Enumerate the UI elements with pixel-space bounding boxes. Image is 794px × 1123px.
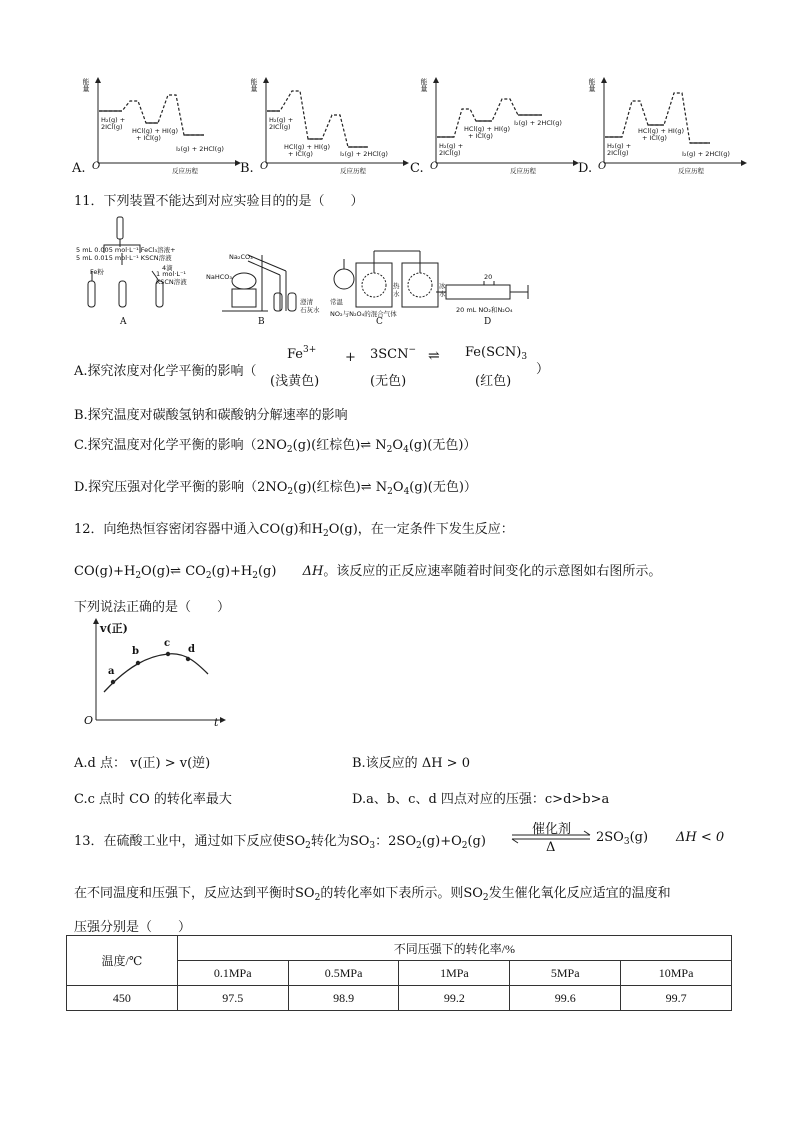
app-c-ice2: 水 — [439, 290, 446, 298]
t-axis-label: t — [214, 716, 219, 729]
energy-diagram-b — [240, 75, 410, 175]
level-2-label-b: + ICl(g) — [136, 134, 161, 142]
plus-sign: + — [345, 350, 356, 365]
text: O — [392, 438, 404, 453]
value-cell: 98.9 — [288, 986, 399, 1011]
level-3-label: I₂(g) + 2HCl(g) — [176, 145, 224, 153]
value-cell: 99.7 — [621, 986, 732, 1011]
level-3-label: I₂(g) + 2HCl(g) — [514, 119, 562, 127]
app-b-lime: 澄清 — [300, 298, 313, 306]
y-axis-label: 能量 — [588, 78, 596, 92]
y-axis-label: 能量 — [420, 78, 428, 92]
q12-option-b[interactable]: B.该反应的 ΔH > 0 — [352, 756, 470, 771]
x-axis-label: 反应历程 — [678, 167, 704, 175]
temp-cell: 450 — [67, 986, 178, 1011]
color-pale-yellow: (浅黄色) — [270, 374, 320, 389]
text: 在不同温度和压强下，反应达到平衡时SO — [74, 886, 315, 901]
level-1-label: H₂(g) + — [269, 116, 294, 124]
app-a-label: A — [120, 317, 127, 327]
sub: 2 — [205, 571, 212, 581]
sub: 2 — [314, 893, 321, 903]
energy-diagram-c — [410, 75, 580, 175]
catalyst-label: 催化剂 — [532, 822, 572, 837]
option-b-letter[interactable]: B. — [240, 161, 254, 176]
value-cell: 99.6 — [510, 986, 621, 1011]
energy-diagram-a — [72, 75, 242, 175]
app-c-ball: 常温 — [330, 298, 343, 306]
sub: 2 — [305, 841, 311, 851]
origin-label: O — [92, 161, 101, 172]
sub: 2 — [461, 841, 468, 851]
text: (g) — [629, 830, 649, 845]
app-a-drops: 4滴 — [162, 264, 173, 272]
q12-rate-graph — [82, 616, 232, 728]
scn-ion: 3SCN — [370, 347, 409, 362]
value-cell: 99.2 — [399, 986, 510, 1011]
sub: 2 — [286, 445, 293, 455]
q12-option-c[interactable]: C.c 点时 CO 的转化率最大 — [74, 792, 232, 807]
app-b-label: B — [258, 317, 265, 327]
level-1-label-b: 2ICl(g) — [439, 149, 461, 157]
energy-diagram-a-svg — [72, 75, 242, 175]
table-row — [67, 986, 732, 1011]
energy-diagram-d-svg — [578, 75, 748, 175]
app-a-solution-1: 5 mL 0.005 mol·L⁻¹ FeCl₃溶液+ — [76, 246, 176, 254]
q13-line3: 压强分别是（ ） — [74, 920, 192, 935]
text: D.探究压强对化学平衡的影响（2NO — [74, 480, 288, 495]
sub: 2 — [287, 487, 294, 497]
text: (g)+H — [211, 564, 253, 579]
pressure-header: 1MPa — [399, 961, 510, 986]
level-1-label-b: 2ICl(g) — [607, 149, 629, 157]
text: (g)(红棕色)⇌ N — [293, 480, 388, 495]
delta-h: ΔH — [302, 564, 324, 579]
label-a: a — [108, 666, 115, 677]
app-b-nahco3: NaHCO₃ — [206, 273, 232, 281]
option-d-letter[interactable]: D. — [578, 161, 593, 176]
q11-eq-fe — [287, 345, 316, 362]
text: (g)+O — [421, 834, 462, 849]
point-c — [166, 652, 170, 656]
q11-option-d[interactable] — [74, 476, 477, 497]
pressure-header: 0.1MPa — [177, 961, 288, 986]
sub: 2 — [386, 445, 393, 455]
level-3-label: I₂(g) + 2HCl(g) — [682, 150, 730, 158]
energy-diagram-b-svg — [240, 75, 410, 175]
app-a-fe-powder: Fe粉 — [90, 268, 104, 276]
level-1-label-b: 2ICl(g) — [269, 123, 291, 131]
color-red: (红色) — [475, 374, 512, 389]
level-2-label-b: + ICl(g) — [468, 132, 493, 140]
level-1-label-b: 2ICl(g) — [101, 123, 123, 131]
label-d: d — [188, 644, 195, 655]
q13-product — [596, 830, 648, 847]
x-axis-label: 反应历程 — [340, 167, 366, 175]
v-axis-label: v(正) — [100, 622, 128, 635]
level-1-label: H₂(g) + — [439, 142, 464, 150]
y-axis-label: 能量 — [82, 78, 90, 92]
pressure-header: 0.5MPa — [288, 961, 399, 986]
x-axis-label: 反应历程 — [172, 167, 198, 175]
sub: 2 — [252, 571, 258, 581]
app-a-solution-2: 5 mL 0.015 mol·L⁻¹ KSCN溶液 — [76, 254, 172, 262]
level-3-label: I₂(g) + 2HCl(g) — [340, 150, 388, 158]
point-b — [136, 661, 140, 665]
q13-delta-h: ΔH < 0 — [676, 830, 725, 845]
q12-stem — [74, 518, 514, 539]
pressure-header: 5MPa — [510, 961, 621, 986]
value-cell: 97.5 — [177, 986, 288, 1011]
heat-label: Δ — [546, 840, 556, 855]
text: 发生催化氧化反应适宜的温度和 — [488, 886, 671, 901]
sub: 2 — [416, 841, 422, 851]
q12-equation — [74, 560, 661, 581]
level-1-label: H₂(g) + — [101, 116, 126, 124]
text: 转化为SO — [310, 834, 370, 849]
app-c-mixture: NO₂与N₂O₄的混合气体 — [330, 310, 397, 318]
app-d-label: D — [484, 317, 492, 327]
text: 的转化率如下表所示。则SO — [320, 886, 483, 901]
product-sub: 3 — [521, 352, 528, 362]
level-1-label: H₂(g) + — [607, 142, 632, 150]
level-2-label: HCl(g) + HI(g) — [464, 125, 511, 133]
scn-charge: − — [408, 345, 417, 355]
catalyst-arrow — [508, 818, 594, 854]
q11-option-b[interactable]: B.探究温度对碳酸氢钠和碳酸钠分解速率的影响 — [74, 408, 348, 423]
level-2-label: HCl(g) + HI(g) — [638, 127, 685, 135]
app-d-scale: 20 — [484, 273, 493, 281]
app-c-ice: 冰 — [439, 282, 446, 290]
text: 12．向绝热恒容密闭容器中通入CO(g)和H — [74, 522, 323, 537]
q12-ask: 下列说法正确的是（ ） — [74, 600, 231, 615]
text: O(g)，在一定条件下发生反应： — [328, 522, 514, 537]
text: O — [392, 480, 404, 495]
q11-option-a[interactable] — [74, 360, 257, 379]
text: (g)(无色)） — [408, 438, 477, 453]
text: O(g)⇌ CO — [141, 564, 206, 579]
fe-charge: 3+ — [303, 345, 317, 355]
q11-eq-scn — [370, 345, 416, 362]
option-c-letter[interactable]: C. — [410, 161, 424, 176]
app-c-label: C — [376, 317, 383, 327]
group-header: 不同压强下的转化率/% — [177, 936, 731, 961]
sub: 4 — [403, 445, 409, 455]
point-d — [186, 657, 190, 661]
equilibrium-arrow: ⇌ — [428, 348, 440, 364]
option-a-letter[interactable]: A. — [72, 161, 86, 176]
level-2-label: HCl(g) + HI(g) — [284, 143, 331, 151]
q11-option-c[interactable] — [74, 434, 476, 455]
origin-label: O — [84, 714, 94, 727]
text: ：2SO — [375, 834, 416, 849]
app-b-lime2: 石灰水 — [300, 306, 320, 314]
x-axis-label: 反应历程 — [510, 167, 536, 175]
sub: 2 — [322, 529, 329, 539]
text: 13．在硫酸工业中，通过如下反应使SO — [74, 834, 306, 849]
origin-label: O — [430, 161, 439, 172]
app-c-hot2: 水 — [393, 290, 400, 298]
app-a-conc: 1 mol·L⁻¹ — [156, 270, 187, 278]
pressure-header: 10MPa — [621, 961, 732, 986]
sub: 4 — [403, 487, 410, 497]
fe-ion: Fe — [287, 347, 304, 362]
sub: 2 — [387, 487, 393, 497]
text: CO(g)+H — [74, 564, 136, 579]
text: C.探究温度对化学平衡的影响（2NO — [74, 438, 287, 453]
energy-diagram-d — [578, 75, 748, 175]
level-2-label-b: + ICl(g) — [288, 150, 313, 158]
sub: 3 — [623, 837, 630, 847]
sub: 3 — [369, 841, 376, 851]
app-b-na2co3: Na₂CO₃ — [229, 253, 253, 261]
text: 2SO — [596, 830, 624, 845]
sub: 2 — [135, 571, 142, 581]
y-axis-label: 能量 — [250, 78, 258, 92]
text: (g) — [467, 834, 486, 849]
text: (g)(无色)） — [409, 480, 477, 495]
label-b: b — [132, 646, 139, 657]
app-d-gas: 20 mL NO₂和N₂O₄ — [456, 306, 513, 314]
product: Fe(SCN) — [465, 345, 522, 360]
app-a-kscn: KSCN溶液 — [156, 278, 187, 286]
q11-apparatus-figure — [74, 215, 534, 335]
q12-option-d[interactable]: D.a、b、c、d 四点对应的压强：c>d>b>a — [352, 792, 610, 807]
temp-header: 温度/℃ — [67, 936, 178, 986]
q13-line2 — [74, 882, 671, 903]
point-a — [111, 680, 115, 684]
close-paren: ） — [536, 362, 550, 377]
origin-label: O — [598, 161, 607, 172]
sub: 2 — [482, 893, 489, 903]
text: (g) — [257, 564, 277, 579]
q11-eq-product — [465, 345, 527, 362]
q13-stem — [74, 830, 486, 851]
level-2-label-b: + ICl(g) — [642, 134, 667, 142]
q12-option-a[interactable]: A.d 点： v(正) > v(逆) — [74, 756, 211, 771]
text: 。该反应的正反应速率随着时间变化的示意图如右图所示。 — [323, 564, 662, 579]
q11-option-a-text: A.探究浓度对化学平衡的影响（ — [74, 364, 257, 379]
label-c: c — [164, 638, 171, 649]
origin-label: O — [260, 161, 269, 172]
q11-stem: 11．下列装置不能达到对应实验目的的是（ ） — [74, 194, 364, 209]
text: (g)(红棕色)⇌ N — [292, 438, 387, 453]
apparatus-svg — [74, 215, 534, 335]
level-2-label: HCl(g) + HI(g) — [132, 127, 179, 135]
conversion-table-grid — [66, 935, 732, 1011]
app-c-hot: 热 — [393, 282, 400, 290]
conversion-table — [66, 935, 732, 1011]
color-colorless: (无色) — [370, 374, 407, 389]
